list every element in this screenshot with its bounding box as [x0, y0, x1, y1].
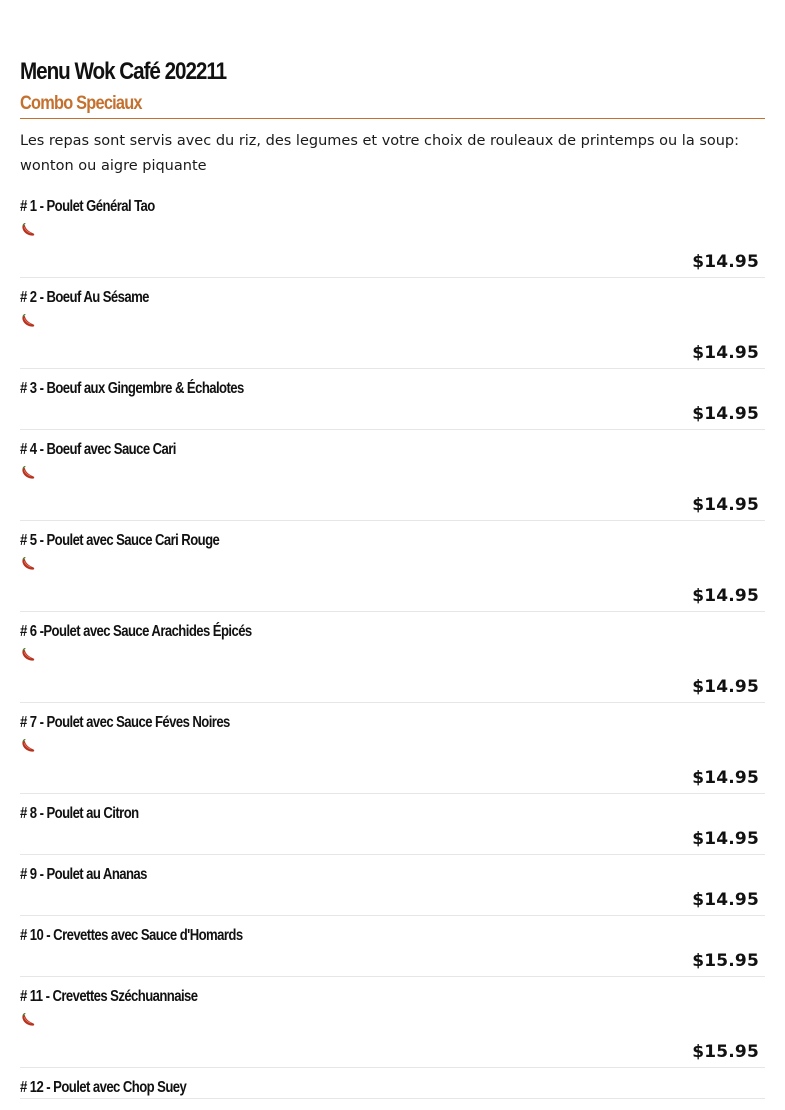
chili-pepper-icon [20, 557, 36, 571]
menu-item-price-row [20, 763, 765, 793]
menu-item-price: $15.95 [692, 951, 759, 971]
menu-item-name: # 4 - Boeuf avec Sauce Cari [20, 441, 176, 458]
spicy-indicator [20, 1007, 765, 1032]
menu-item-price: $14.95 [692, 677, 759, 697]
chili-pepper-icon [20, 466, 36, 480]
menu-item-price-row [20, 399, 765, 429]
menu-item[interactable] [20, 1068, 765, 1099]
page-title: Menu Wok Café 202211 [20, 58, 227, 85]
menu-item-price-row [20, 824, 765, 854]
menu-item-name: # 10 - Crevettes avec Sauce d'Homards [20, 927, 243, 944]
menu-item-price: $15.95 [692, 1042, 759, 1062]
menu-item-name: # 9 - Poulet au Ananas [20, 866, 147, 883]
menu-item-price: $14.95 [692, 768, 759, 788]
menu-item-price-row [20, 338, 765, 368]
menu-item[interactable] [20, 703, 765, 794]
menu-item[interactable] [20, 794, 765, 855]
menu-item-price: $14.95 [692, 343, 759, 363]
menu-item[interactable] [20, 521, 765, 612]
menu-item-price: $14.95 [692, 829, 759, 849]
menu-item-price-row [20, 247, 765, 277]
section-description: Les repas sont servis avec du riz, des legumes et votre choix de rouleaux de printemps ou la soup: wonton ou aigre piquante [20, 133, 740, 174]
chili-pepper-icon [20, 223, 36, 237]
menu-item[interactable] [20, 187, 765, 278]
menu-item-name: # 8 - Poulet au Citron [20, 805, 139, 822]
menu-item-price-row [20, 581, 765, 611]
menu-item-name: # 5 - Poulet avec Sauce Cari Rouge [20, 532, 220, 549]
menu-item-name: # 7 - Poulet avec Sauce Féves Noires [20, 714, 230, 731]
spicy-indicator [20, 217, 765, 242]
menu-item[interactable] [20, 916, 765, 977]
menu-item[interactable] [20, 977, 765, 1068]
section-title: Combo Speciaux [20, 93, 142, 114]
section-header [20, 92, 765, 119]
chili-pepper-icon [20, 648, 36, 662]
menu-item-price-row [20, 885, 765, 915]
menu-item-price: $14.95 [692, 404, 759, 424]
spicy-indicator [20, 460, 765, 485]
menu-item-name: # 6 -Poulet avec Sauce Arachides Épicés [20, 623, 252, 640]
chili-pepper-icon [20, 739, 36, 753]
menu-item-name: # 11 - Crevettes Széchuannaise [20, 988, 198, 1005]
menu-item-name: # 2 - Boeuf Au Sésame [20, 289, 149, 306]
menu-item[interactable] [20, 278, 765, 369]
spicy-indicator [20, 733, 765, 758]
menu-item-price: $14.95 [692, 495, 759, 515]
menu-item-name: # 12 - Poulet avec Chop Suey [20, 1079, 187, 1096]
chili-pepper-icon [20, 1013, 36, 1027]
spicy-indicator [20, 551, 765, 576]
menu-item-name: # 1 - Poulet Général Tao [20, 198, 155, 215]
menu-item-price: $14.95 [692, 586, 759, 606]
chili-pepper-icon [20, 314, 36, 328]
spicy-indicator [20, 308, 765, 333]
menu-item[interactable] [20, 855, 765, 916]
menu-item-name: # 3 - Boeuf aux Gingembre & Échalotes [20, 380, 244, 397]
menu-item-price-row [20, 946, 765, 976]
menu-item[interactable] [20, 612, 765, 703]
menu-item[interactable] [20, 369, 765, 430]
menu-item-price-row [20, 1037, 765, 1067]
menu-item-price: $14.95 [692, 252, 759, 272]
menu-item-price-row [20, 490, 765, 520]
menu-item-list [20, 187, 765, 1099]
menu-item-price: $14.95 [692, 890, 759, 910]
menu-item[interactable] [20, 430, 765, 521]
menu-item-price-row [20, 672, 765, 702]
spicy-indicator [20, 642, 765, 667]
